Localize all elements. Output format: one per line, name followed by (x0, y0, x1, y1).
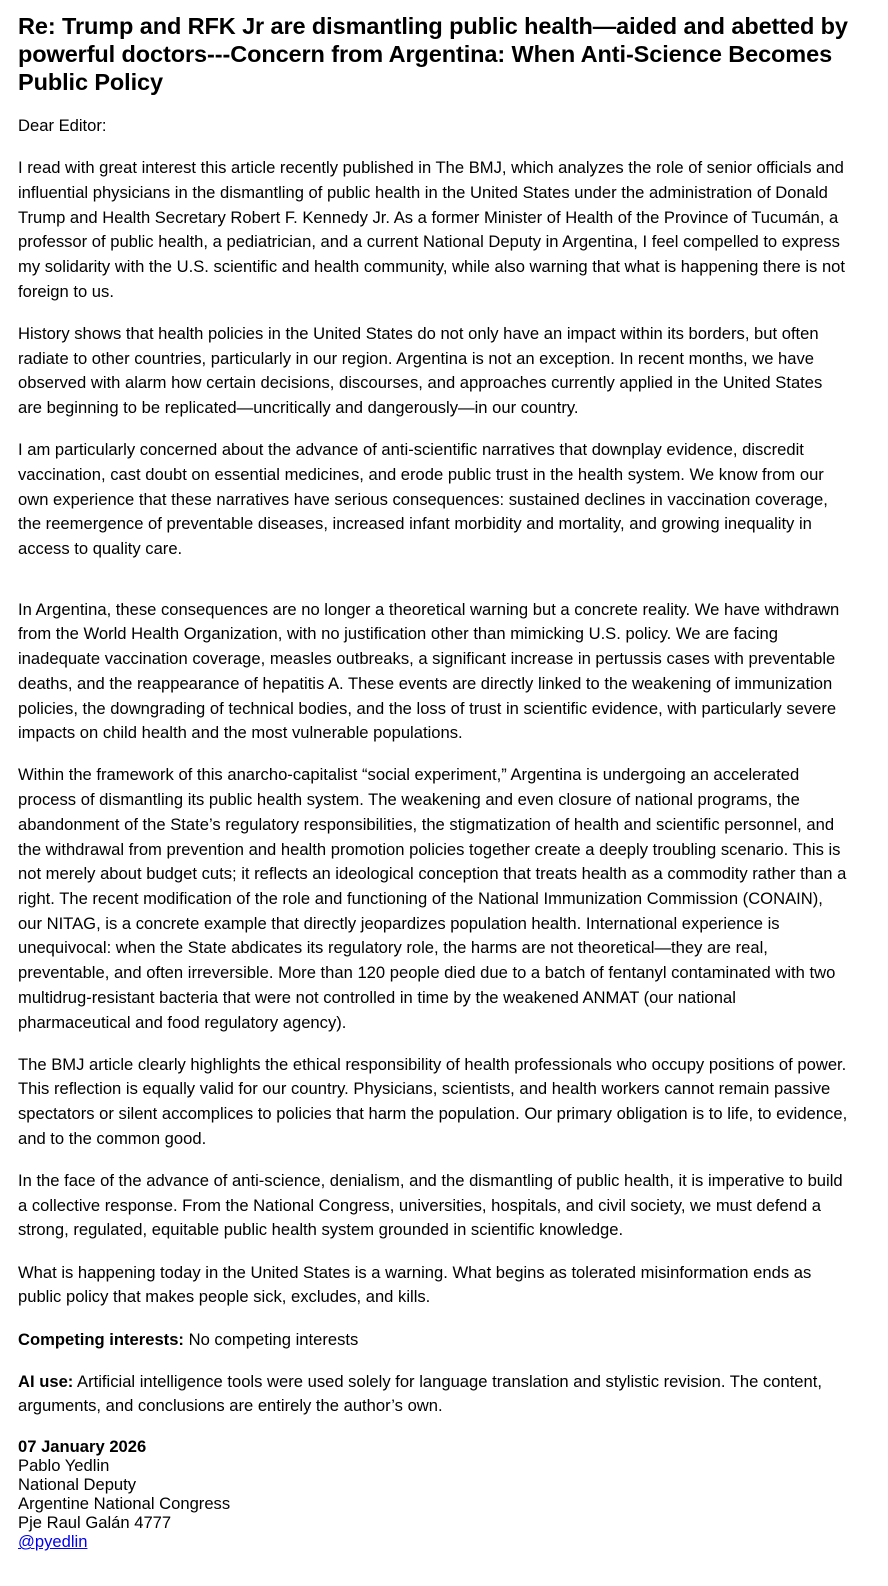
ai-use-statement (18, 1370, 848, 1419)
paragraph-concern: I am particularly concerned about the advance of anti-scientific narratives that downplay evidence, discredit vaccination, cast doubt on essential medicines, and erode public trust in the health system. We know from our own experience that these narratives have serious consequences: sustained declines in vaccination coverage, the reemergence of preventable diseases, increased infant morbidity and mortality, and growing inequality in access to quality care. (18, 440, 828, 559)
competing-interests-value: No competing interests (183, 1329, 359, 1349)
ai-use-value: Artificial intelligence tools were used solely for language translation and stylistic revision. The content, arguments, and conclusions are entirely the author’s own. (18, 1371, 822, 1416)
ai-use-label: AI use: (18, 1371, 74, 1391)
competing-interests (18, 1328, 848, 1353)
author-role: National Deputy (18, 1475, 137, 1495)
paragraph-framework: Within the framework of this anarcho-capitalist “social experiment,” Argentina is undergoing an accelerated process of dismantling its public health system. The weakening and even closure of national programs, the abandonment of the State’s regulatory responsibilities, the stigmatization of health and scientific personnel, and the withdrawal from prevention and health promotion policies together create a deeply troubling scenario. This is not merely about budget cuts; it reflects an ideological conception that treats health as a commodity rather than a right. The recent modification of the role and functioning of the National Immunization Commission (CONAIN), our NITAG, is a concrete example that directly jeopardizes population health. International experience is unequivocal: when the State abdicates its regulatory role, the harms are not theoretical—they are real, preventable, and often irreversible. More than 120 people died due to a batch of fentanyl contaminated with two multidrug-resistant bacteria that were not controlled in time by the weakened ANMAT (our national pharmaceutical and food regulatory agency). (18, 765, 847, 1032)
author-name: Pablo Yedlin (18, 1456, 110, 1476)
author-institution: Argentine National Congress (18, 1494, 231, 1514)
signature-block (18, 1437, 848, 1551)
author-address: Pje Raul Galán 4777 (18, 1513, 172, 1533)
paragraph-argentina: In Argentina, these consequences are no longer a theoretical warning but a concrete reality. We have withdrawn from the World Health Organization, with no justification other than mimicking U.S. policy. We are facing inadequate vaccination coverage, measles outbreaks, a significant increase in pertussis cases with preventable deaths, and the reappearance of hepatitis A. These events are directly linked to the weakening of immunization policies, the downgrading of technical bodies, and the loss of trust in scientific evidence, with particularly severe impacts on child health and the most vulnerable populations. (18, 599, 840, 743)
paragraph-ethics: The BMJ article clearly highlights the ethical responsibility of health professionals who occupy positions of power. This reflection is equally valid for our country. Physicians, scientists, and health workers cannot remain passive spectators or silent accomplices to policies that harm the population. Our primary obligation is to life, to evidence, and to the common good. (18, 1054, 848, 1148)
paragraph-intro: I read with great interest this article recently published in The BMJ, which analyzes the role of senior officials and influential physicians in the dismantling of public health in the United States under the administration of Donald Trump and Health Secretary Robert F. Kennedy Jr. As a former Minister of Health of the Province of Tucumán, a professor of public health, a pediatrician, and a current National Deputy in Argentina, I feel compelled to express my solidarity with the U.S. scientific and health community, while also warning that what is happening there is not foreign to us. (18, 158, 846, 301)
paragraph-history: History shows that health policies in the United States do not only have an impact within its borders, but often radiate to other countries, particularly in our region. Argentina is not an exception. In recent months, we have observed with alarm how certain decisions, discourses, and approaches currently applied in the United States are beginning to be replicated—uncritically and dangerously—in our country. (18, 323, 823, 418)
letter-title: Re: Trump and RFK Jr are dismantling public health—aided and abetted by powerful doctors---Concern from Argentina: When Anti-Science Becomes Public Policy (18, 13, 848, 95)
salutation: Dear Editor: (18, 116, 107, 135)
letter-date: 07 January 2026 (18, 1437, 147, 1457)
paragraph-response: In the face of the advance of anti-science, denialism, and the dismantling of public health, it is imperative to build a collective response. From the National Congress, universities, hospitals, and civil society, we must defend a strong, regulated, equitable public health system grounded in scientific knowledge. (18, 1171, 843, 1240)
competing-interests-label: Competing interests: (18, 1329, 184, 1349)
author-handle-link[interactable]: @pyedlin (18, 1532, 88, 1552)
paragraph-warning: What is happening today in the United States is a warning. What begins as tolerated misinformation ends as public policy that makes people sick, excludes, and kills. (18, 1262, 812, 1307)
